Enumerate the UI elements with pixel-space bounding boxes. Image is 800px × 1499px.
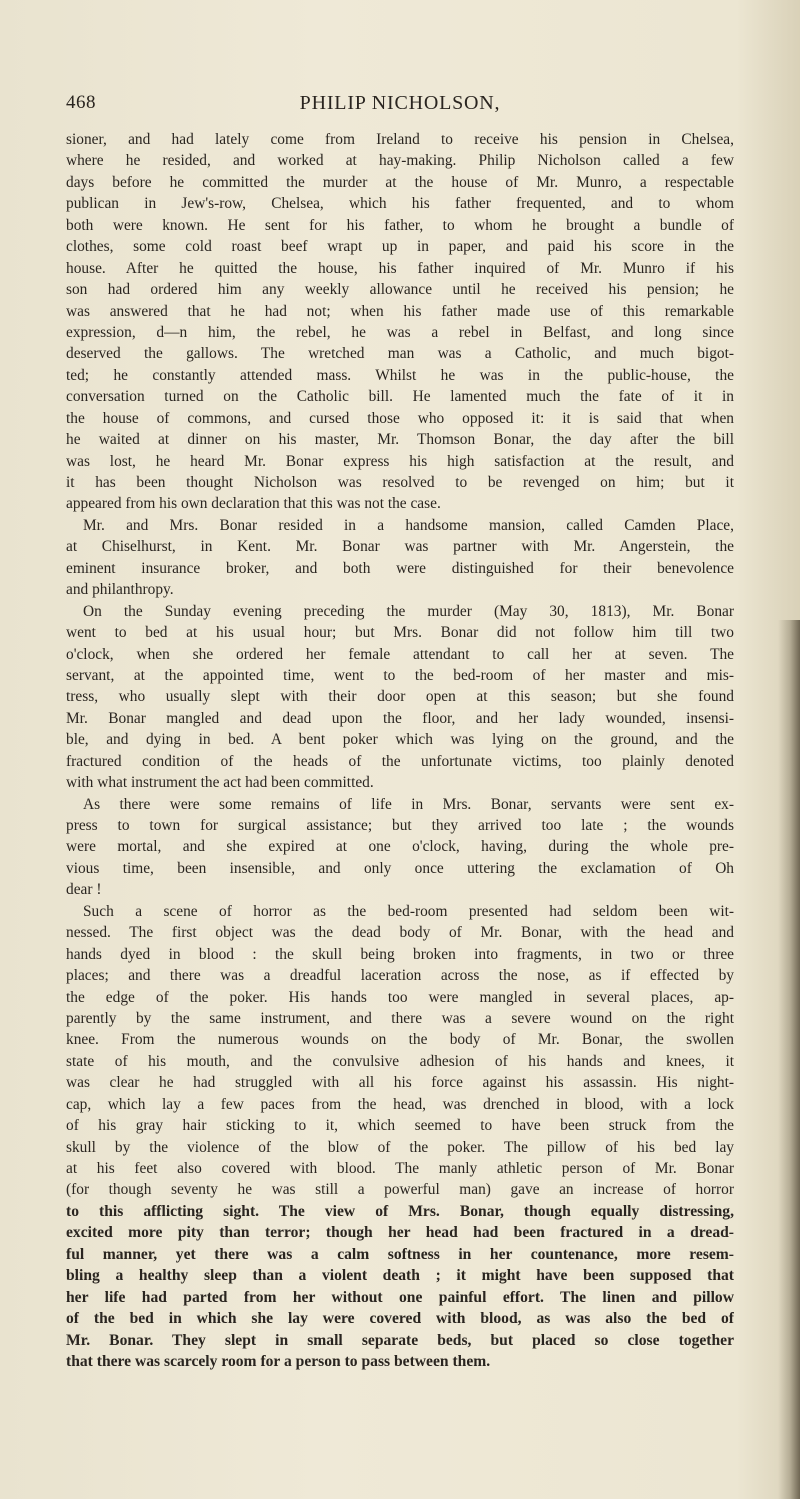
text-line: went to bed at his usual hour; but Mrs. Bonar did not follow him till two bbox=[66, 624, 734, 642]
text-line: deserved the gallows. The wretched man was a Catholic, and much bigot- bbox=[66, 345, 734, 363]
text-line: parently by the same instrument, and there was a severe wound on the right bbox=[66, 1009, 734, 1027]
text-line: tress, who usually slept with their door open at this season; but she found bbox=[66, 688, 734, 706]
text-line: was lost, he heard Mr. Bonar express his high satisfaction at the result, and bbox=[66, 452, 734, 470]
text-line: at his feet also covered with blood. The manly athletic person of Mr. Bonar bbox=[66, 1160, 734, 1177]
text-line: clothes, some cold roast beef wrapt up in paper, and paid his score in the bbox=[66, 238, 734, 256]
text-line: at Chiselhurst, in Kent. Mr. Bonar was partner with Mr. Angerstein, the bbox=[66, 538, 734, 556]
page-edge-shadow bbox=[778, 620, 800, 1499]
text-line: knee. From the numerous wounds on the body of Mr. Bonar, the swollen bbox=[66, 1031, 734, 1049]
text-line: appeared from his own declaration that this was not the case. bbox=[66, 495, 441, 513]
text-line: was answered that he had not; when his father made use of this remarkable bbox=[66, 302, 734, 320]
running-head: PHILIP NICHOLSON, bbox=[299, 92, 501, 114]
text-line: conversation turned on the Catholic bill. He lamented much the fate of it in bbox=[66, 388, 734, 406]
text-line: the edge of the poker. His hands too were mangled in several places, ap- bbox=[66, 988, 734, 1006]
text-line: ful manner, yet there was a calm softness in her countenance, more resem- bbox=[66, 1245, 734, 1263]
text-line: sioner, and had lately come from Ireland to receive his pension in Chelsea, bbox=[66, 131, 734, 148]
text-line: was clear he had struggled with all his force against his assassin. His night- bbox=[66, 1074, 734, 1092]
text-line: nessed. The first object was the dead body of Mr. Bonar, with the head and bbox=[66, 924, 734, 942]
text-line: of his gray hair sticking to it, which seemed to have been struck from the bbox=[66, 1117, 734, 1135]
text-line: and philanthropy. bbox=[66, 581, 174, 599]
text-line: Mr. Bonar. They slept in small separate beds, but placed so close together bbox=[66, 1331, 734, 1349]
text-line: vious time, been insensible, and only once uttering the exclamation of Oh bbox=[66, 859, 734, 877]
body-text bbox=[66, 129, 734, 1372]
text-line: were mortal, and she expired at one o'clock, having, during the whole pre- bbox=[66, 838, 734, 856]
text-line: he waited at dinner on his master, Mr. Thomson Bonar, the day after the bill bbox=[66, 431, 734, 449]
text-line: days before he committed the murder at the house of Mr. Munro, a respectable bbox=[66, 173, 734, 191]
text-line: bling a healthy sleep than a violent death ; it might have been supposed that bbox=[66, 1267, 734, 1285]
text-line: that there was scarcely room for a person to pass between them. bbox=[66, 1352, 491, 1370]
text-line: (for though seventy he was still a powerful man) gave an increase of horror bbox=[66, 1181, 734, 1199]
text-line: cap, which lay a few paces from the head, was drenched in blood, with a lock bbox=[66, 1095, 734, 1113]
text-line: hands dyed in blood : the skull being broken into fragments, in two or three bbox=[66, 945, 734, 963]
text-line: expression, d—n him, the rebel, he was a rebel in Belfast, and long since bbox=[66, 323, 734, 341]
text-line: dear ! bbox=[66, 881, 102, 899]
text-line: excited more pity than terror; though her head had been fractured in a dread- bbox=[66, 1224, 734, 1242]
text-line: with what instrument the act had been committed. bbox=[66, 774, 374, 792]
page-header bbox=[66, 92, 734, 122]
text-line: state of his mouth, and the convulsive adhesion of his hands and knees, it bbox=[66, 1052, 734, 1070]
text-line: Mr. and Mrs. Bonar resided in a handsome mansion, called Camden Place, bbox=[83, 516, 734, 534]
text-line: of the bed in which she lay were covered with blood, as was also the bed of bbox=[66, 1310, 734, 1328]
text-line: places; and there was a dreadful laceration across the nose, as if effected by bbox=[66, 967, 734, 985]
text-line: the house of commons, and cursed those who opposed it: it is said that when bbox=[66, 409, 734, 427]
text-line: eminent insurance broker, and both were distinguished for their benevolence bbox=[66, 559, 734, 577]
text-line: house. After he quitted the house, his father inquired of Mr. Munro if his bbox=[66, 259, 734, 277]
text-line: o'clock, when she ordered her female attendant to call her at seven. The bbox=[66, 645, 734, 663]
text-line: Mr. Bonar mangled and dead upon the floor, and her lady wounded, insensi- bbox=[66, 709, 734, 727]
text-line: skull by the violence of the blow of the poker. The pillow of his bed lay bbox=[66, 1138, 734, 1156]
text-line: Such a scene of horror as the bed-room presented had seldom been wit- bbox=[83, 902, 734, 920]
text-line: As there were some remains of life in Mrs. Bonar, servants were sent ex- bbox=[83, 795, 734, 813]
text-line: On the Sunday evening preceding the murder (May 30, 1813), Mr. Bonar bbox=[83, 602, 734, 620]
text-line: servant, at the appointed time, went to the bed-room of her master and mis- bbox=[66, 666, 734, 684]
text-line: son had ordered him any weekly allowance until he received his pension; he bbox=[66, 281, 734, 299]
text-line: both were known. He sent for his father, to whom he brought a bundle of bbox=[66, 216, 734, 234]
text-line: where he resided, and worked at hay-making. Philip Nicholson called a few bbox=[66, 152, 734, 170]
text-line: publican in Jew's-row, Chelsea, which his father frequented, and to whom bbox=[66, 195, 734, 213]
text-line: her life had parted from her without one painful effort. The linen and pillow bbox=[66, 1288, 734, 1306]
text-line: it has been thought Nicholson was resolved to be revenged on him; but it bbox=[66, 474, 734, 491]
text-line: to this afflicting sight. The view of Mrs. Bonar, though equally distressing, bbox=[66, 1202, 734, 1220]
text-line: ble, and dying in bed. A bent poker which was lying on the ground, and the bbox=[66, 731, 734, 749]
page-number: 468 bbox=[66, 92, 96, 113]
text-line: press to town for surgical assistance; but they arrived too late ; the wounds bbox=[66, 817, 734, 834]
text-line: ted; he constantly attended mass. Whilst he was in the public-house, the bbox=[66, 366, 734, 384]
text-line: fractured condition of the heads of the unfortunate victims, too plainly denoted bbox=[66, 752, 734, 770]
